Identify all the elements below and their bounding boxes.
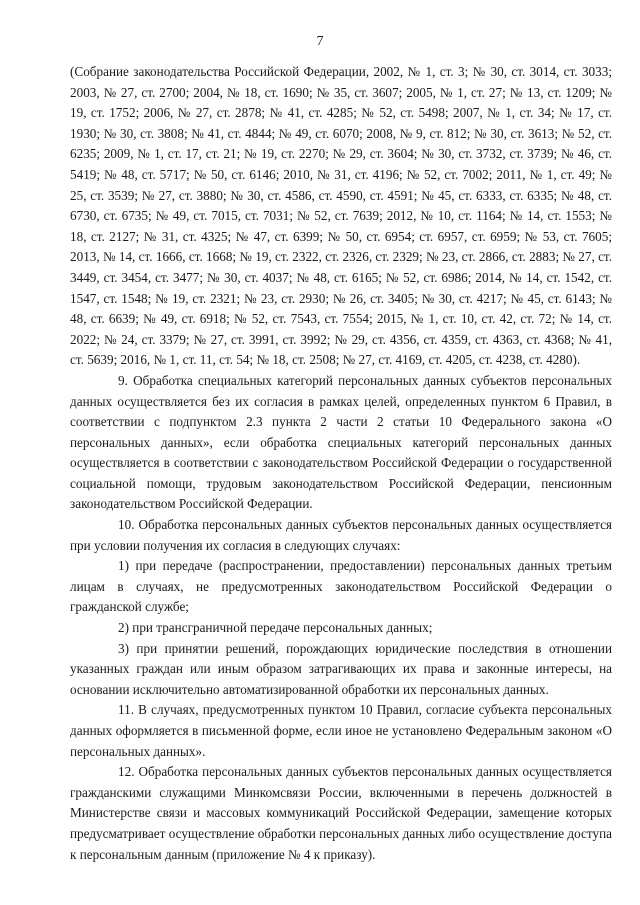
paragraph-legislation-references: (Собрание законодательства Российской Федерации, 2002, № 1, ст. 3; № 30, ст. 3014, ст. 3033; 2003, № 27, ст. 2700; 2004, № 18, ст. 1690; № 35, ст. 3607; 2005, № 1, ст. 27; № 13, ст. 1209; № 19, ст. 1752; 2006, № 27, ст. 2878; № 41, ст. 4285; № 52, ст. 5498; 2007, № 1, ст. 34; № 17, ст. 1930; № 30, ст. 3808; № 41, ст. 4844; № 49, ст. 6070; 2008, № 9, ст. 812; № 30, ст. 3613; № 52, ст. 6235; 2009, № 1, ст. 17, ст. 21; № 19, ст. 2270; № 29, ст. 3604; № 30, ст. 3732, ст. 3739; № 46, ст. 5419; № 48, ст. 5717; № 50, ст. 6146; 2010, № 31, ст. 4196; № 52, ст. 7002; 2011, № 1, ст. 49; № 25, ст. 3539; № 27, ст. 3880; № 30, ст. 4586, ст. 4590, ст. 4591; № 45, ст. 6333, ст. 6335; № 48, ст. 6730, ст. 6735; № 49, ст. 7015, ст. 7031; № 52, ст. 7639; 2012, № 10, ст. 1164; № 14, ст. 1553; № 18, ст. 2127; № 31, ст. 4325; № 47, ст. 6399; № 50, ст. 6954; ст. 6957, ст. 6959; № 53, ст. 7605; 2013, № 14, ст. 1666, ст. 1668; № 19, ст. 2322, ст. 2326, ст. 2329; № 23, ст. 2866, ст. 2883; № 27, ст. 3449, ст. 3454, ст. 3477; № 30, ст. 4037; № 48, ст. 6165; № 52, ст. 6986; 2014, № 14, ст. 1542, ст. 1547, ст. 1548; № 19, ст. 2321; № 23, ст. 2930; № 26, ст. 3405; № 30, ст. 4217; № 45, ст. 6143; № 48, ст. 6639; № 49, ст. 6918; № 52, ст. 7543, ст. 7554; 2015, № 1, ст. 10, ст. 42, ст. 72; № 14, ст. 2022; № 24, ст. 3379; № 27, ст. 3991, ст. 3992; № 29, ст. 4356, ст. 4359, ст. 4363, ст. 4368; № 41, ст. 5639; 2016, № 1, ст. 11, ст. 54; № 18, ст. 2508; № 27, ст. 4169, ст. 4205, ст. 4238, ст. 4280).	[70, 64, 612, 368]
paragraph-item-10: 10. Обработка персональных данных субъектов персональных данных осуществляется при условии получения их согласия в следующих случаях:	[70, 517, 612, 553]
paragraph-item-11: 11. В случаях, предусмотренных пунктом 10 Правил, согласие субъекта персональных данных оформляется в письменной форме, если иное не установлено Федеральным законом «О персональных данных».	[70, 702, 612, 759]
paragraph-subitem-10-2: 2) при трансграничной передаче персональных данных;	[118, 620, 433, 636]
paragraph-item-12: 12. Обработка персональных данных субъектов персональных данных осуществляется гражданскими служащими Минкомсвязи России, включенными в перечень должностей в Министерстве связи и массовых коммуникаций Российской Федерации, замещение которых предусматривает осуществление обработки персональных данных либо осуществление доступа к персональным данным (приложение № 4 к приказу).	[70, 764, 612, 862]
paragraph-subitem-10-3: 3) при принятии решений, порождающих юридические последствия в отношении указанных граждан или иным образом затрагивающих их права и законные интересы, на основании исключительно автоматизированной обработки их персональных данных.	[70, 640, 612, 697]
document-body	[70, 62, 612, 865]
page-number: 7	[316, 34, 324, 49]
paragraph-item-9: 9. Обработка специальных категорий персональных данных субъектов персональных данных осуществляется без их согласия в рамках целей, определенных пунктом 6 Правил, в соответствии с подпунктом 2.3 пункта 2 части 2 статьи 10 Федерального закона «О персональных данных», если обработка специальных категорий персональных данных осуществляется в соответствии с законодательством Российской Федерации о государственной социальной помощи, трудовым законодательством Российской Федерации, пенсионным законодательством Российской Федерации.	[70, 372, 612, 512]
paragraph-subitem-10-1: 1) при передаче (распространении, предоставлении) персональных данных третьим лицам в случаях, не предусмотренных законодательством Российской Федерации о гражданской службе;	[70, 558, 612, 615]
